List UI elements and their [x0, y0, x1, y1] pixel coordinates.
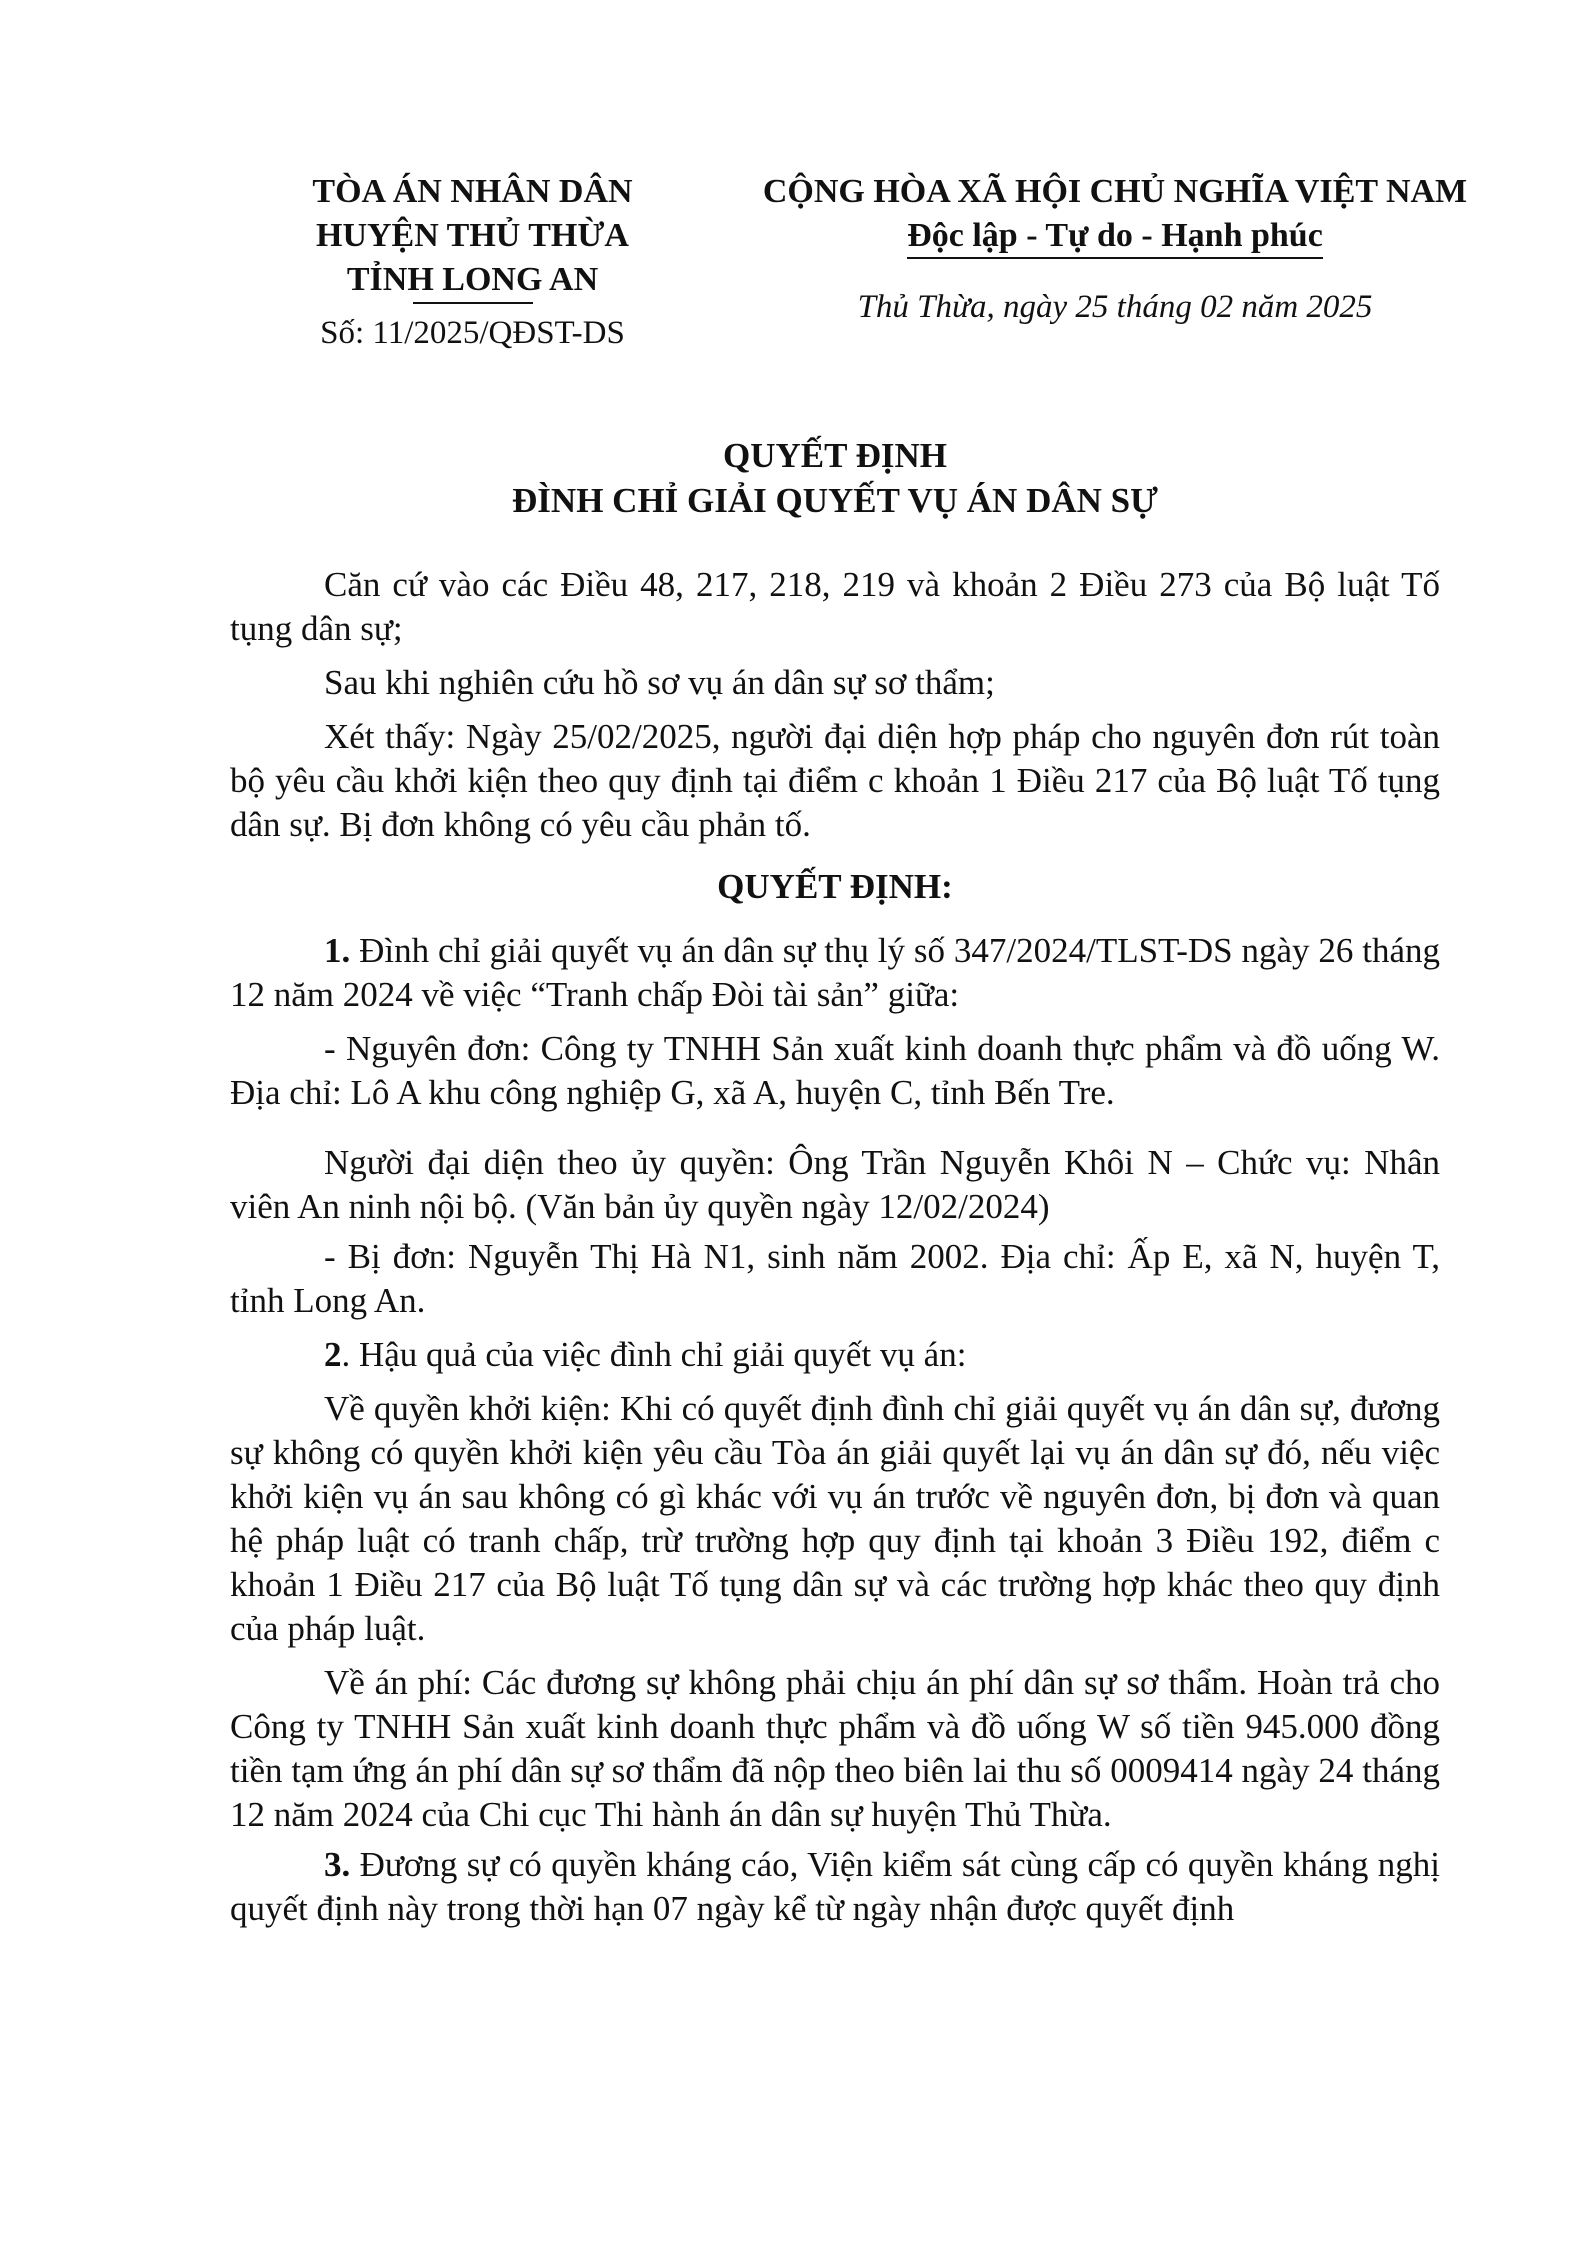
consideration-paragraph: Xét thấy: Ngày 25/02/2025, người đại diện hợp pháp cho nguyên đơn rút toàn bộ yêu cầu khởi kiện theo quy định tại điểm c khoản 1 Điều 217 của Bộ luật Tố tụng dân sự. Bị đơn không có yêu cầu phản tố.: [230, 717, 1440, 844]
document-title: [230, 433, 1440, 523]
decision-item-1: [230, 929, 1440, 1017]
title-line-2: ĐÌNH CHỈ GIẢI QUYẾT VỤ ÁN DÂN SỰ: [512, 481, 1158, 520]
item-2-number: 2: [324, 1335, 342, 1374]
court-province: TỈNH LONG AN: [346, 261, 599, 298]
court-district: HUYỆN THỦ THỪA: [316, 217, 629, 254]
item-1-text: Đình chỉ giải quyết vụ án dân sự thụ lý số 347/2024/TLST-DS ngày 26 tháng 12 năm 2024 về việc “Tranh chấp Đòi tài sản” giữa:: [230, 931, 1440, 1014]
issue-date: Thủ Thừa, ngày 25 tháng 02 năm 2025: [857, 289, 1373, 325]
court-header: [255, 170, 690, 356]
title-line-1: QUYẾT ĐỊNH: [723, 436, 947, 475]
item-3-number: 3.: [324, 1845, 351, 1884]
decision-number: Số: 11/2025/QĐST-DS: [320, 315, 625, 351]
national-header: [745, 170, 1485, 329]
legal-basis-paragraph: Căn cứ vào các Điều 48, 217, 218, 219 và khoản 2 Điều 273 của Bộ luật Tố tụng dân sự;: [230, 565, 1440, 648]
item-3-text: Đương sự có quyền kháng cáo, Viện kiểm sát cùng cấp có quyền kháng nghị quyết định này trong thời hạn 07 ngày kể từ ngày nhận được quyết định: [230, 1845, 1440, 1928]
decision-item-2: [230, 1333, 1440, 1377]
decision-item-3: [230, 1843, 1440, 1931]
plaintiff-paragraph: - Nguyên đơn: Công ty TNHH Sản xuất kinh doanh thực phẩm và đồ uống W. Địa chỉ: Lô A khu công nghiệp G, xã A, huyện C, tỉnh Bến Tre.: [230, 1029, 1440, 1112]
nation-name: CỘNG HÒA XÃ HỘI CHỦ NGHĨA VIỆT NAM: [762, 173, 1468, 210]
decision-heading: QUYẾT ĐỊNH:: [717, 867, 953, 906]
item-1-number: 1.: [324, 931, 351, 970]
document-body: [230, 563, 1440, 1941]
research-paragraph: Sau khi nghiên cứu hồ sơ vụ án dân sự sơ thẩm;: [324, 663, 995, 702]
item-2-text: . Hậu quả của việc đình chỉ giải quyết vụ án:: [341, 1335, 967, 1374]
court-name: TÒA ÁN NHÂN DÂN: [312, 173, 633, 210]
header-divider: [413, 302, 533, 304]
court-fee-paragraph: Về án phí: Các đương sự không phải chịu án phí dân sự sơ thẩm. Hoàn trả cho Công ty TNHH Sản xuất kinh doanh thực phẩm và đồ uống W số tiền 945.000 đồng tiền tạm ứng án phí dân sự sơ thẩm đã nộp theo biên lai thu số 0009414 ngày 24 tháng 12 năm 2024 của Chi cục Thi hành án dân sự huyện Thủ Thừa.: [230, 1663, 1440, 1834]
lawsuit-right-paragraph: Về quyền khởi kiện: Khi có quyết định đình chỉ giải quyết vụ án dân sự, đương sự không có quyền khởi kiện yêu cầu Tòa án giải quyết lại vụ án dân sự đó, nếu việc khởi kiện vụ án sau không có gì khác với vụ án trước về nguyên đơn, bị đơn và quan hệ pháp luật có tranh chấp, trừ trường hợp quy định tại khoản 3 Điều 192, điểm c khoản 1 Điều 217 của Bộ luật Tố tụng dân sự và các trường hợp khác theo quy định của pháp luật.: [230, 1389, 1440, 1648]
national-motto: Độc lập - Tự do - Hạnh phúc: [907, 215, 1323, 259]
defendant-paragraph: - Bị đơn: Nguyễn Thị Hà N1, sinh năm 2002. Địa chỉ: Ấp E, xã N, huyện T, tỉnh Long An.: [230, 1237, 1440, 1320]
representative-paragraph: Người đại diện theo ủy quyền: Ông Trần Nguyễn Khôi N – Chức vụ: Nhân viên An ninh nội bộ. (Văn bản ủy quyền ngày 12/02/2024): [230, 1143, 1440, 1226]
